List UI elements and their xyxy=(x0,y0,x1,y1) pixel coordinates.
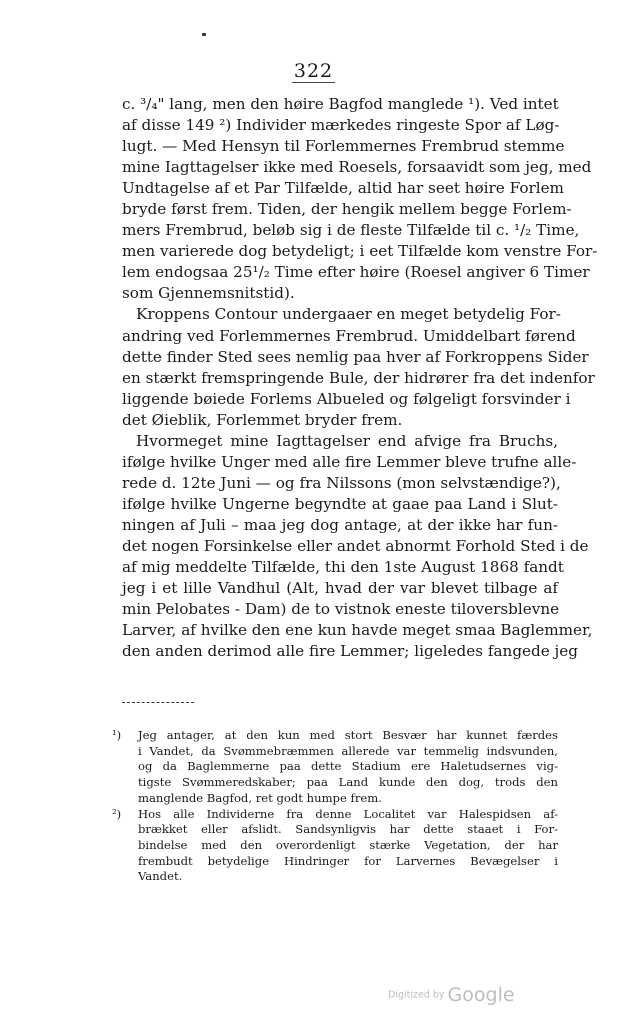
footnote-line: Vandet. xyxy=(138,869,183,884)
paragraph xyxy=(122,431,593,663)
text-line: min Pelobates - Dam) de to vistnok eneste tiloversblevne xyxy=(122,600,560,619)
footnote-line: Hos alle Individerne fra denne Localitet var Halespidsen af- xyxy=(138,806,558,821)
text-line: som Gjennemsnitstid). xyxy=(122,284,295,303)
footnote xyxy=(112,728,558,807)
text-line: Kroppens Contour undergaaer en meget betydelig For- xyxy=(136,305,561,324)
footnote-marker: ²) xyxy=(112,806,122,821)
text-line: mine Iagttagelser ikke med Roesels, forsaavidt som jeg, med xyxy=(122,158,592,177)
body-text xyxy=(122,94,598,662)
text-line: den anden derimod alle fire Lemmer; ligeledes fangede jeg xyxy=(122,642,578,661)
digitized-watermark xyxy=(388,984,515,1006)
page-number xyxy=(0,60,627,82)
footnote-line: frembudt betydelige Hindringer for Larvernes Bevægelser i xyxy=(138,853,558,868)
footnotes xyxy=(112,728,558,885)
text-line: det Øieblik, Forlemmet bryder frem. xyxy=(122,410,403,429)
text-line: andring ved Forlemmernes Frembrud. Umiddelbart førend xyxy=(122,326,576,345)
text-line: en stærkt fremspringende Bule, der hidrører fra det indenfor xyxy=(122,368,595,387)
watermark-prefix: Digitized by xyxy=(388,989,445,1001)
footnote-line: manglende Bagfod, ret godt humpe frem. xyxy=(138,790,382,805)
text-line: ningen af Juli – maa jeg dog antage, at der ikke har fun- xyxy=(122,515,558,534)
paragraph xyxy=(122,94,598,304)
footnote-line: i Vandet, da Svømmebræmmen allerede var temmelig indsvunden, xyxy=(138,743,558,758)
footnote-line: brækket eller afslidt. Sandsynligvis har dette staaet i For- xyxy=(138,822,558,837)
paragraph xyxy=(122,304,595,430)
text-line: bryde først frem. Tiden, der hengik mellem begge Forlem- xyxy=(122,200,572,219)
text-line: lem endogsaa 25¹/₂ Time efter høire (Roesel angiver 6 Timer xyxy=(122,263,590,282)
footnote-line: tigste Svømmeredskaber; paa Land kunde den dog, trods den xyxy=(138,775,558,790)
text-line: rede d. 12te Juni — og fra Nilssons (mon selvstændige?), xyxy=(122,473,561,492)
text-line: men varierede dog betydeligt; i eet Tilfælde kom venstre For- xyxy=(122,242,598,261)
text-line: dette finder Sted sees nemlig paa hver af Forkroppens Sider xyxy=(122,347,589,366)
text-line: Larver, af hvilke den ene kun havde meget smaa Baglemmer, xyxy=(122,621,593,640)
page-number-text: 322 xyxy=(293,60,334,82)
footnote-divider xyxy=(122,702,194,703)
text-line: af disse 149 ²) Individer mærkedes ringeste Spor af Løg- xyxy=(122,116,560,135)
footnote xyxy=(112,807,558,886)
watermark-brand: Google xyxy=(447,984,515,1006)
footnote-line: og da Baglemmerne paa dette Stadium ere Haletudsernes vig- xyxy=(138,759,558,774)
text-line: det nogen Forsinkelse eller andet abnormt Forhold Sted i de xyxy=(122,536,589,555)
footnote-line: Jeg antager, at den kun med stort Besvær har kunnet færdes xyxy=(138,728,558,742)
text-line: jeg i et lille Vandhul (Alt, hvad der var blevet tilbage af xyxy=(122,579,558,598)
text-line: c. ³/₄" lang, men den høire Bagfod manglede ¹). Ved intet xyxy=(122,95,559,113)
text-line: Undtagelse af et Par Tilfælde, altid har seet høire Forlem xyxy=(122,179,564,198)
text-line: liggende bøiede Forlems Albueled og følgeligt forsvinder i xyxy=(122,389,571,408)
text-line: Hvormeget mine Iagttagelser end afvige fra Bruchs, xyxy=(136,431,558,450)
text-line: ifølge hvilke Unger med alle fire Lemmer bleve trufne alle- xyxy=(122,452,577,471)
text-line: lugt. — Med Hensyn til Forlemmernes Frembrud stemme xyxy=(122,137,565,156)
text-line: mers Frembrud, beløb sig i de fleste Tilfælde til c. ¹/₂ Time, xyxy=(122,221,580,240)
footnote-line: bindelse med den overordenligt stærke Vegetation, der har xyxy=(138,837,558,852)
ink-speck xyxy=(202,33,206,36)
text-line: ifølge hvilke Ungerne begyndte at gaae paa Land i Slut- xyxy=(122,494,558,513)
footnote-marker: ¹) xyxy=(112,728,122,742)
text-line: af mig meddelte Tilfælde, thi den 1ste August 1868 fandt xyxy=(122,558,564,577)
